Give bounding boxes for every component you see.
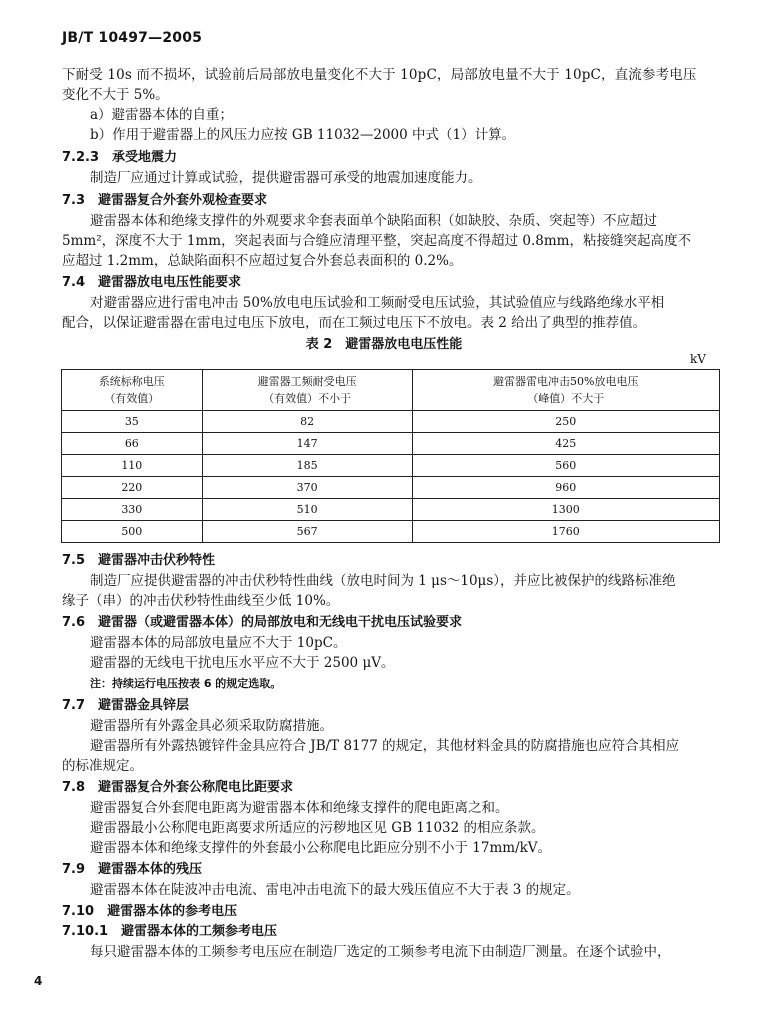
table-row (62, 477, 720, 499)
table-header-cell: 系统标称电压 （有效值） (62, 370, 203, 411)
section-heading-7-2-3: 7.2.3 承受地震力 (62, 150, 178, 165)
table-unit: kV (690, 352, 706, 366)
table-cell: 510 (202, 499, 412, 521)
body-line: 配合，以保证避雷器在雷电过电压下放电，而在工频过电压下不放电。表 2 给出了典型的推荐值。 (62, 315, 647, 331)
table-cell: 220 (62, 477, 203, 499)
table-cell: 500 (62, 521, 203, 543)
section-heading-7-6: 7.6 避雷器（或避雷器本体）的局部放电和无线电干扰电压试验要求 (62, 615, 463, 630)
table-row (62, 521, 720, 543)
table-caption: 表 2 避雷器放电电压性能 (305, 337, 463, 352)
table-cell: 567 (202, 521, 412, 543)
section-heading-7-5: 7.5 避雷器冲击伏秒特性 (62, 553, 216, 568)
table-cell: 330 (62, 499, 203, 521)
standard-header: JB/T 10497—2005 (62, 30, 203, 46)
table-row (62, 411, 720, 433)
table-cell: 35 (62, 411, 203, 433)
list-item-a: a）避雷器本体的自重； (90, 107, 234, 123)
table-cell: 66 (62, 433, 203, 455)
section-heading-7-4: 7.4 避雷器放电电压性能要求 (62, 275, 242, 290)
body-line: 5mm²，深度不大于 1mm，突起表面与合缝应清理平整，突起高度不得超过 0.8mm，粘接缝突起高度不 (62, 233, 691, 249)
section-heading-7-10: 7.10 避雷器本体的参考电压 (62, 904, 238, 919)
table-row (62, 433, 720, 455)
section-heading-7-10-1: 7.10.1 避雷器本体的工频参考电压 (62, 924, 278, 939)
body-line: 每只避雷器本体的工频参考电压应在制造厂选定的工频参考电流下由制造厂测量。在逐个试验中， (90, 944, 671, 960)
body-line: 制造厂应通过计算或试验，提供避雷器可承受的地震加速度能力。 (90, 170, 482, 186)
body-line: 避雷器复合外套爬电距离为避雷器本体和绝缘支撑件的爬电距离之和。 (90, 800, 509, 816)
body-line: 避雷器本体在陡波冲击电流、雷电冲击电流下的最大残压值应不大于表 3 的规定。 (90, 882, 580, 898)
table-cell: 425 (412, 433, 719, 455)
table-cell: 1760 (412, 521, 719, 543)
body-line: 避雷器本体的局部放电量应不大于 10pC。 (90, 635, 347, 651)
body-line: 的标准规定。 (62, 758, 143, 774)
body-line: 应超过 1.2mm，总缺陷面积不应超过复合外套总表面积的 0.2%。 (62, 253, 463, 269)
table-cell: 370 (202, 477, 412, 499)
body-line: 制造厂应提供避雷器的冲击伏秒特性曲线（放电时间为 1 μs～10μs），并应比被保护的线路标准绝 (90, 573, 676, 589)
body-line: 避雷器所有外露热镀锌件金具应符合 JB/T 8177 的规定，其他材料金具的防腐措施也应符合其相应 (90, 738, 680, 754)
body-line: 避雷器本体和绝缘支撑件的外观要求伞套表面单个缺陷面积（如缺胶、杂质、突起等）不应超过 (90, 213, 657, 229)
section-heading-7-8: 7.8 避雷器复合外套公称爬电比距要求 (62, 780, 294, 795)
table-header-row (62, 370, 720, 411)
body-line: 避雷器本体和绝缘支撑件的外套最小公称爬电比距应分别不小于 17mm/kV。 (90, 840, 552, 856)
table-cell: 147 (202, 433, 412, 455)
list-item-b: b）作用于避雷器上的风压力应按 GB 11032—2000 中式（1）计算。 (90, 127, 516, 143)
body-line: 缘子（串）的冲击伏秒特性曲线至少低 10%。 (62, 593, 340, 609)
table-cell: 82 (202, 411, 412, 433)
table-row (62, 499, 720, 521)
table-header-cell: 避雷器工频耐受电压 （有效值）不小于 (202, 370, 412, 411)
section-heading-7-7: 7.7 避雷器金具锌层 (62, 698, 190, 713)
table-cell: 1300 (412, 499, 719, 521)
table-cell: 185 (202, 455, 412, 477)
table-cell: 250 (412, 411, 719, 433)
body-line: 避雷器的无线电干扰电压水平应不大于 2500 μV。 (90, 655, 395, 671)
table-cell: 560 (412, 455, 719, 477)
table-cell: 960 (412, 477, 719, 499)
note-line: 注：持续运行电压按表 6 的规定选取。 (90, 677, 282, 690)
body-line: 变化不大于 5%。 (62, 87, 169, 103)
table-row (62, 455, 720, 477)
page-number: 4 (34, 974, 43, 988)
body-line: 避雷器最小公称爬电距离要求所适应的污秽地区见 GB 11032 的相应条款。 (90, 820, 545, 836)
table-cell: 110 (62, 455, 203, 477)
discharge-voltage-table (61, 369, 720, 543)
table-header-cell: 避雷器雷电冲击50%放电电压 （峰值）不大于 (412, 370, 719, 411)
body-line: 对避雷器应进行雷电冲击 50%放电电压试验和工频耐受电压试验，其试验值应与线路绝缘水平相 (90, 295, 665, 311)
body-line: 避雷器所有外露金具必须采取防腐措施。 (90, 718, 333, 734)
section-heading-7-9: 7.9 避雷器本体的残压 (62, 862, 203, 877)
section-heading-7-3: 7.3 避雷器复合外套外观检查要求 (62, 193, 268, 208)
body-line: 下耐受 10s 而不损坏，试验前后局部放电量变化不大于 10pC，局部放电量不大于 10pC，直流参考电压 (62, 67, 697, 83)
